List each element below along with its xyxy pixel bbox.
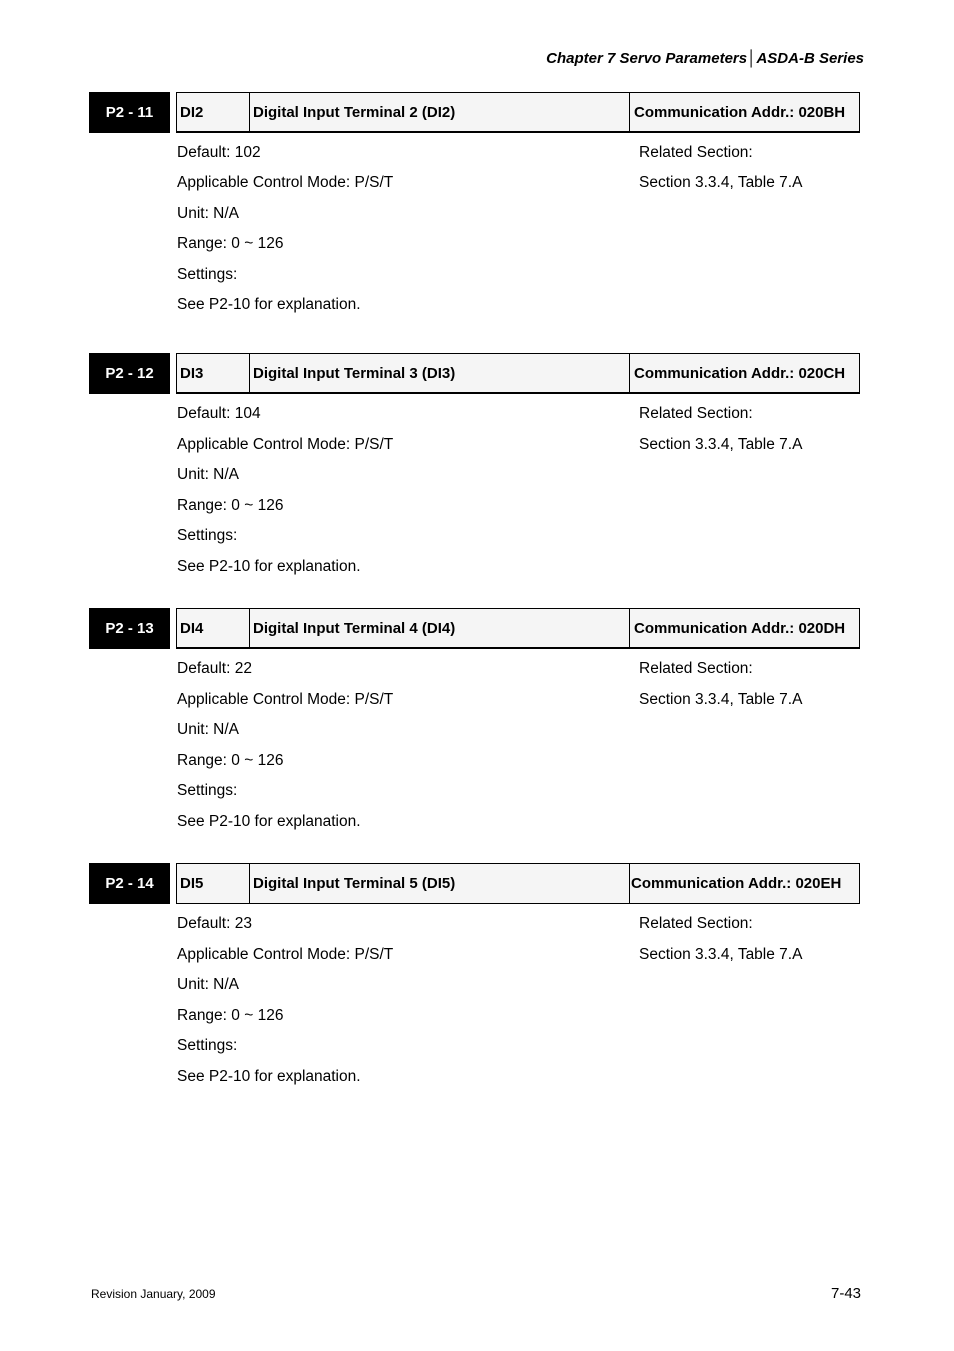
related-section: Section 3.3.4, Table 7.A [639,691,803,708]
related-section: Section 3.3.4, Table 7.A [639,174,803,191]
range: Range: 0 ~ 126 [177,235,284,252]
parameter-code: P2 - 14 [89,863,170,904]
communication-address: Communication Addr.: 020DH [634,619,846,637]
parameter-abbr: DI3 [177,354,250,392]
default-value: Default: 104 [177,405,261,422]
settings-label: Settings: [177,266,238,283]
communication-address: Communication Addr.: 020BH [634,103,846,121]
control-mode: Applicable Control Mode: P/S/T [177,946,394,963]
parameter-name: Digital Input Terminal 5 (DI5) [250,864,630,903]
parameter-header-table [176,353,860,394]
control-mode: Applicable Control Mode: P/S/T [177,436,394,453]
related-section: Section 3.3.4, Table 7.A [639,946,803,963]
explanation: See P2-10 for explanation. [177,558,361,575]
parameter-name: Digital Input Terminal 4 (DI4) [250,609,630,647]
range: Range: 0 ~ 126 [177,497,284,514]
explanation: See P2-10 for explanation. [177,296,361,313]
parameter-header-table [176,608,860,649]
parameter-name: Digital Input Terminal 2 (DI2) [250,93,630,131]
parameter-code: P2 - 12 [89,353,170,394]
unit: Unit: N/A [177,721,240,738]
page-number: 7-43 [831,1285,862,1302]
revision-footer: Revision January, 2009 [91,1287,216,1301]
related-section: Section 3.3.4, Table 7.A [639,436,803,453]
parameter-abbr: DI2 [177,93,250,131]
parameter-code: P2 - 13 [89,608,170,649]
parameter-header-table [176,92,860,133]
explanation: See P2-10 for explanation. [177,813,361,830]
range: Range: 0 ~ 126 [177,1007,284,1024]
settings-label: Settings: [177,782,238,799]
unit: Unit: N/A [177,466,240,483]
control-mode: Applicable Control Mode: P/S/T [177,691,394,708]
settings-label: Settings: [177,1037,238,1054]
parameter-abbr: DI5 [177,864,250,903]
parameter-code: P2 - 11 [89,92,170,133]
related-section-label: Related Section: [639,915,753,932]
range: Range: 0 ~ 126 [177,752,284,769]
related-section-label: Related Section: [639,144,753,161]
explanation: See P2-10 for explanation. [177,1068,361,1085]
communication-address: Communication Addr.: 020EH [631,875,842,892]
control-mode: Applicable Control Mode: P/S/T [177,174,394,191]
unit: Unit: N/A [177,976,240,993]
communication-address: Communication Addr.: 020CH [634,364,846,382]
settings-label: Settings: [177,527,238,544]
default-value: Default: 102 [177,144,261,161]
unit: Unit: N/A [177,205,240,222]
parameter-name: Digital Input Terminal 3 (DI3) [250,354,630,392]
related-section-label: Related Section: [639,405,753,422]
page-header: Chapter 7 Servo Parameters│ASDA-B Series [546,50,864,67]
default-value: Default: 22 [177,660,252,677]
related-section-label: Related Section: [639,660,753,677]
default-value: Default: 23 [177,915,252,932]
parameter-abbr: DI4 [177,609,250,647]
parameter-header-table [176,863,860,904]
